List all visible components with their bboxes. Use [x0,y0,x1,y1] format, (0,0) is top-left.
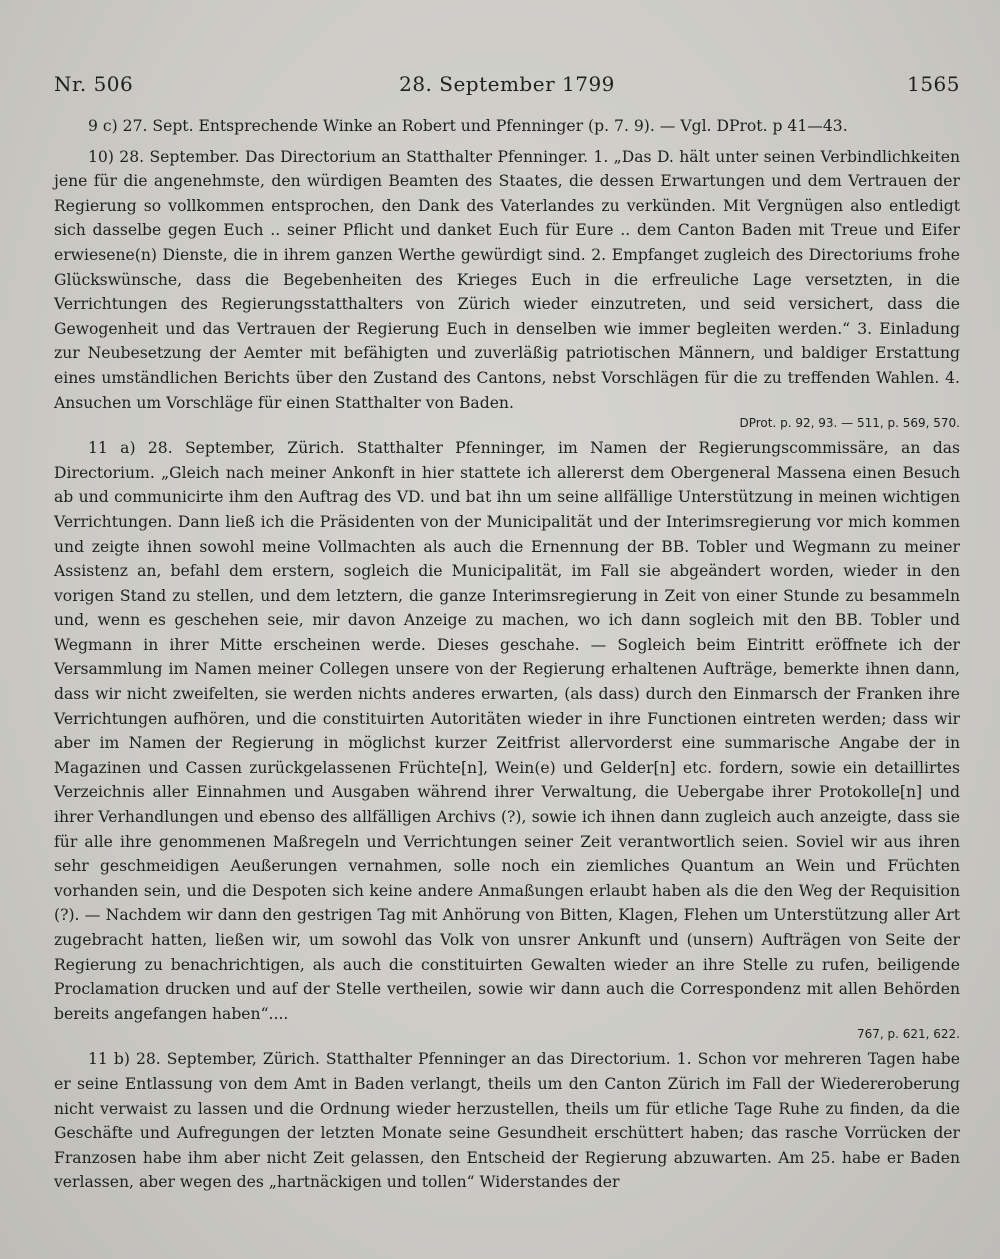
entry-9c: 9 c) 27. Sept. Entsprechende Winke an Robert und Pfenninger (p. 7. 9). — Vgl. DProt. p 41—43. [88,117,848,135]
running-header [54,72,960,102]
entry-11a-reference: 767, p. 621, 622. [856,1027,960,1042]
entry-10: 10) 28. September. Das Directorium an Statthalter Pfenninger. 1. „Das D. hält unter seinen Verbindlichkeiten jene für die angenehmste, den würdigen Beamten des Staates, die dessen Erwartungen und dem Vertrauen der Regierung so vollkommen entsprochen, den Dank des Vaterlandes zu verkünden. Mit Vergnügen also entledigt sich dasselbe gegen Euch .. seiner Pflicht und danket Euch für Eure .. dem Canton Baden mit Treue und Eifer erwiesene(n) Dienste, die in ihrem ganzen Werthe gewürdigt sind. 2. Empfanget zugleich des Directoriums frohe Glückswünsche, dass die Begebenheiten des Krieges Euch in die erfreuliche Lage versetzten, in die Verrichtungen des Regierungsstatthalters von Zürich wieder einzutreten, und seid versichert, dass die Gewogenheit und das Vertrauen der Regierung Euch in denselben wie immer begleiten werden.“ 3. Einladung zur Neubesetzung der Aemter mit befähigten und zuverläßig patriotischen Männern, und baldiger Erstattung eines umständlichen Berichts über den Zustand des Cantons, nebst Vorschlägen für die zu treffenden Wahlen. 4. Ansuchen um Vorschläge für einen Statthalter von Baden. [54,147,960,412]
header-date: 28. September 1799 [399,72,615,96]
entry-11b: 11 b) 28. September, Zürich. Statthalter Pfenninger an das Directorium. 1. Schon vor mehreren Tagen habe er seine Entlassung von dem Amt in Baden verlangt, theils um den Canton Zürich im Fall der Wiedereroberung nicht verwaist zu lassen und die Ordnung wieder herzustellen, theils um für etliche Tage Ruhe zu finden, da die Geschäfte und Aufregungen der letzten Monate seine Gesundheit erschüttert haben; das rasche Vorrücken der Franzosen habe ihm aber nicht Zeit gelassen, den Entscheid der Regierung abzuwarten. Am 25. habe er Baden verlassen, aber wegen des „hartnäckigen und tollen“ Widerstandes der [54,1050,960,1192]
document-number: Nr. 506 [54,72,134,96]
page-body [54,114,960,1195]
entry-10-reference: DProt. p. 92, 93. — 511, p. 569, 570. [739,416,960,431]
entry-11a: 11 a) 28. September, Zürich. Statthalter Pfenninger, im Namen der Regierungscommissäre, an das Directorium. „Gleich nach meiner Ankonft in hier stattete ich allererst dem Obergeneral Massena einen Besuch ab und communicirte ihm den Auftrag des VD. und bat ihn um seine allfällige Unterstützung in meinen wichtigen Verrichtungen. Dann ließ ich die Präsidenten von der Municipalität und der Interimsregierung vor mich kommen und zeigte ihnen sowohl meine Vollmachten als auch die Ernennung der BB. Tobler und Wegmann zu meiner Assistenz an, befahl dem erstern, sogleich die Municipalität, im Fall sie abgeändert worden, wieder in den vorigen Stand zu stellen, und dem letztern, die ganze Interimsregierung in Zeit von einer Stunde zu besammeln und, wenn es geschehen seie, mir davon Anzeige zu machen, wo ich dann sogleich mit den BB. Tobler und Wegmann in ihrer Mitte erscheinen werde. Dieses geschahe. — Sogleich beim Eintritt eröffnete ich der Versammlung im Namen meiner Collegen unsere von der Regierung erhaltenen Aufträge, bemerkte ihnen dann, dass wir nicht zweifelten, sie werden nichts anderes erwarten, (als dass) durch den Einmarsch der Franken ihre Verrichtungen aufhören, und die constituirten Autoritäten wieder in ihre Functionen eintreten werden; dass wir aber im Namen der Regierung in möglichst kurzer Zeitfrist allervorderst eine summarische Angabe der in Magazinen und Cassen zurückgelassenen Früchte[n], Wein(e) und Gelder[n] etc. fordern, sowie ein detaillirtes Verzeichnis aller Einnahmen und Ausgaben während ihrer Verwaltung, die Uebergabe ihrer Protokolle[n] und ihrer Verhandlungen und ebenso des allfälligen Archivs (?), sowie ich ihnen dann zugleich auch anzeigte, dass sie für alle ihre genommenen Maßregeln und Verrichtungen seiner Zeit verantwortlich seien. Soviel wir aus ihren sehr geschmeidigen Aeußerungen vernahmen, solle noch ein ziemliches Quantum an Wein und Früchten vorhanden sein, und die Despoten sich keine andere Anmaßungen erlaubt haben als die den Weg der Requisition (?). — Nachdem wir dann den gestrigen Tag mit Anhörung von Bitten, Klagen, Flehen um Unterstützung aller Art zugebracht hatten, ließen wir, um sowohl das Volk von unsrer Ankunft und (unsern) Aufträgen von Seite der Regierung zu benachrichtigen, als auch die constituirten Gewalten wieder an ihre Stelle zu rufen, beiligende Proclamation drucken und auf der Stelle vertheilen, sowie wir dann auch die Correspondenz mit allen Behörden bereits angefangen haben“.... [54,439,960,1023]
page-number: 1565 [907,72,960,96]
